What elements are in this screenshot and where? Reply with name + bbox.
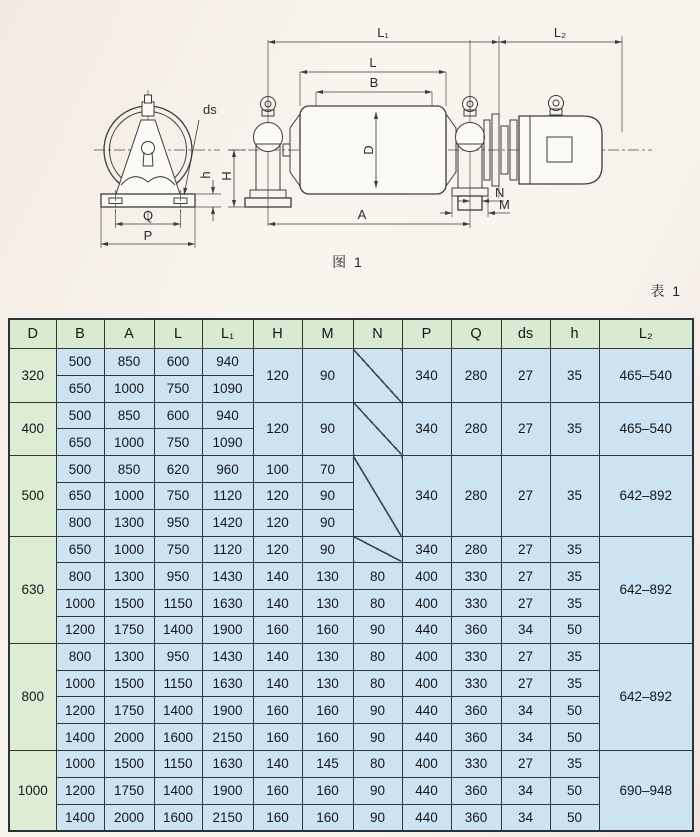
technical-drawing bbox=[0, 0, 700, 250]
value-cell: 1900 bbox=[202, 616, 253, 643]
value-cell: 500 bbox=[56, 349, 104, 376]
table-row bbox=[9, 724, 693, 751]
d-value-cell: 800 bbox=[9, 643, 56, 750]
end-view bbox=[94, 90, 220, 224]
l2-range-cell: 690–948 bbox=[599, 750, 693, 831]
value-cell: 35 bbox=[550, 456, 599, 536]
column-header: A bbox=[104, 319, 154, 349]
value-cell: 340 bbox=[402, 536, 451, 563]
value-cell: 1430 bbox=[202, 563, 253, 590]
value-cell: 1600 bbox=[154, 724, 202, 751]
value-cell: 130 bbox=[302, 670, 353, 697]
value-cell: 850 bbox=[104, 402, 154, 429]
column-header: ds bbox=[501, 319, 550, 349]
value-cell: 35 bbox=[550, 563, 599, 590]
value-cell: 1750 bbox=[104, 777, 154, 804]
value-cell: 360 bbox=[451, 724, 501, 751]
dim-label-m: M bbox=[499, 197, 510, 212]
value-cell: 80 bbox=[353, 590, 402, 617]
value-cell: 500 bbox=[56, 402, 104, 429]
value-cell: 1400 bbox=[56, 804, 104, 831]
value-cell: 1120 bbox=[202, 482, 253, 509]
value-cell: 1400 bbox=[154, 697, 202, 724]
value-cell: 1300 bbox=[104, 509, 154, 536]
value-cell: 90 bbox=[302, 482, 353, 509]
table-row bbox=[9, 750, 693, 777]
value-cell: 1200 bbox=[56, 697, 104, 724]
column-header: P bbox=[402, 319, 451, 349]
value-cell: 1120 bbox=[202, 536, 253, 563]
dim-label-q: Q bbox=[142, 208, 154, 223]
value-cell: 120 bbox=[253, 509, 302, 536]
value-cell: 160 bbox=[253, 777, 302, 804]
column-header: L bbox=[154, 319, 202, 349]
value-cell: 140 bbox=[253, 643, 302, 670]
drive-motor bbox=[519, 96, 602, 185]
dim-label-h-cap: H bbox=[219, 171, 234, 181]
value-cell: 1200 bbox=[56, 616, 104, 643]
empty-slash-cell bbox=[353, 456, 402, 536]
value-cell: 850 bbox=[104, 349, 154, 376]
value-cell: 1200 bbox=[56, 777, 104, 804]
value-cell: 90 bbox=[353, 616, 402, 643]
value-cell: 27 bbox=[501, 590, 550, 617]
header-row bbox=[9, 319, 693, 349]
value-cell: 440 bbox=[402, 777, 451, 804]
value-cell: 940 bbox=[202, 349, 253, 376]
d-value-cell: 400 bbox=[9, 402, 56, 456]
value-cell: 360 bbox=[451, 616, 501, 643]
column-header: L₁ bbox=[202, 319, 253, 349]
value-cell: 160 bbox=[253, 724, 302, 751]
value-cell: 160 bbox=[302, 777, 353, 804]
value-cell: 800 bbox=[56, 643, 104, 670]
value-cell: 160 bbox=[253, 697, 302, 724]
table-row bbox=[9, 456, 693, 483]
value-cell: 650 bbox=[56, 536, 104, 563]
value-cell: 1900 bbox=[202, 777, 253, 804]
column-header: H bbox=[253, 319, 302, 349]
value-cell: 1150 bbox=[154, 750, 202, 777]
dim-label-a: A bbox=[357, 207, 367, 222]
table-row bbox=[9, 777, 693, 804]
value-cell: 400 bbox=[402, 643, 451, 670]
value-cell: 1000 bbox=[104, 536, 154, 563]
value-cell: 440 bbox=[402, 697, 451, 724]
value-cell: 1630 bbox=[202, 590, 253, 617]
value-cell: 330 bbox=[451, 563, 501, 590]
value-cell: 360 bbox=[451, 777, 501, 804]
column-header: B bbox=[56, 319, 104, 349]
value-cell: 1900 bbox=[202, 697, 253, 724]
value-cell: 1000 bbox=[104, 482, 154, 509]
value-cell: 90 bbox=[302, 402, 353, 456]
column-header: N bbox=[353, 319, 402, 349]
dimension-table bbox=[8, 318, 694, 832]
value-cell: 50 bbox=[550, 804, 599, 831]
value-cell: 1300 bbox=[104, 643, 154, 670]
value-cell: 2000 bbox=[104, 724, 154, 751]
value-cell: 27 bbox=[501, 349, 550, 403]
value-cell: 120 bbox=[253, 536, 302, 563]
l2-range-cell: 642–892 bbox=[599, 456, 693, 536]
value-cell: 1400 bbox=[154, 616, 202, 643]
table-row bbox=[9, 563, 693, 590]
value-cell: 950 bbox=[154, 509, 202, 536]
value-cell: 50 bbox=[550, 616, 599, 643]
value-cell: 27 bbox=[501, 402, 550, 456]
value-cell: 34 bbox=[501, 616, 550, 643]
dim-label-p: P bbox=[143, 228, 153, 243]
value-cell: 130 bbox=[302, 643, 353, 670]
value-cell: 50 bbox=[550, 697, 599, 724]
value-cell: 35 bbox=[550, 349, 599, 403]
value-cell: 330 bbox=[451, 643, 501, 670]
value-cell: 35 bbox=[550, 536, 599, 563]
value-cell: 620 bbox=[154, 456, 202, 483]
table-row bbox=[9, 402, 693, 429]
value-cell: 120 bbox=[253, 349, 302, 403]
value-cell: 950 bbox=[154, 563, 202, 590]
value-cell: 130 bbox=[302, 563, 353, 590]
value-cell: 360 bbox=[451, 804, 501, 831]
value-cell: 400 bbox=[402, 670, 451, 697]
value-cell: 340 bbox=[402, 456, 451, 536]
l2-range-cell: 642–892 bbox=[599, 643, 693, 750]
value-cell: 340 bbox=[402, 349, 451, 403]
value-cell: 280 bbox=[451, 456, 501, 536]
value-cell: 650 bbox=[56, 429, 104, 456]
value-cell: 1000 bbox=[56, 750, 104, 777]
value-cell: 2000 bbox=[104, 804, 154, 831]
value-cell: 600 bbox=[154, 402, 202, 429]
value-cell: 27 bbox=[501, 456, 550, 536]
value-cell: 650 bbox=[56, 482, 104, 509]
value-cell: 120 bbox=[253, 482, 302, 509]
d-value-cell: 1000 bbox=[9, 750, 56, 831]
value-cell: 35 bbox=[550, 670, 599, 697]
value-cell: 1000 bbox=[104, 375, 154, 402]
value-cell: 950 bbox=[154, 643, 202, 670]
table-row bbox=[9, 697, 693, 724]
value-cell: 400 bbox=[402, 590, 451, 617]
value-cell: 34 bbox=[501, 697, 550, 724]
value-cell: 90 bbox=[302, 536, 353, 563]
value-cell: 1750 bbox=[104, 616, 154, 643]
value-cell: 160 bbox=[302, 724, 353, 751]
value-cell: 80 bbox=[353, 750, 402, 777]
column-header: M bbox=[302, 319, 353, 349]
table-row bbox=[9, 590, 693, 617]
value-cell: 160 bbox=[302, 804, 353, 831]
value-cell: 280 bbox=[451, 349, 501, 403]
value-cell: 750 bbox=[154, 482, 202, 509]
value-cell: 1150 bbox=[154, 590, 202, 617]
value-cell: 440 bbox=[402, 724, 451, 751]
column-header: D bbox=[9, 319, 56, 349]
dim-label-ds: ds bbox=[203, 102, 217, 117]
value-cell: 140 bbox=[253, 590, 302, 617]
value-cell: 90 bbox=[353, 724, 402, 751]
dim-label-n: N bbox=[495, 185, 505, 200]
value-cell: 1500 bbox=[104, 670, 154, 697]
dim-label-l1: L₁ bbox=[377, 25, 389, 40]
dim-label-l2: L₂ bbox=[553, 25, 567, 40]
value-cell: 27 bbox=[501, 643, 550, 670]
table-body bbox=[9, 349, 693, 832]
l2-range-cell: 465–540 bbox=[599, 349, 693, 403]
value-cell: 35 bbox=[550, 643, 599, 670]
value-cell: 400 bbox=[402, 750, 451, 777]
value-cell: 120 bbox=[253, 402, 302, 456]
side-view bbox=[228, 40, 652, 228]
value-cell: 90 bbox=[353, 777, 402, 804]
value-cell: 750 bbox=[154, 429, 202, 456]
motorized-pulley-figure bbox=[0, 0, 700, 250]
value-cell: 800 bbox=[56, 509, 104, 536]
table-row bbox=[9, 670, 693, 697]
value-cell: 90 bbox=[302, 509, 353, 536]
value-cell: 750 bbox=[154, 375, 202, 402]
value-cell: 340 bbox=[402, 402, 451, 456]
value-cell: 34 bbox=[501, 777, 550, 804]
value-cell: 130 bbox=[302, 590, 353, 617]
value-cell: 1600 bbox=[154, 804, 202, 831]
value-cell: 2150 bbox=[202, 724, 253, 751]
table-caption: 表 1 bbox=[650, 283, 682, 299]
value-cell: 50 bbox=[550, 777, 599, 804]
d-value-cell: 500 bbox=[9, 456, 56, 536]
dim-label-h-small: h bbox=[198, 171, 213, 179]
value-cell: 360 bbox=[451, 697, 501, 724]
value-cell: 400 bbox=[402, 563, 451, 590]
value-cell: 160 bbox=[253, 616, 302, 643]
value-cell: 650 bbox=[56, 375, 104, 402]
table-row bbox=[9, 643, 693, 670]
value-cell: 27 bbox=[501, 563, 550, 590]
column-header: Q bbox=[451, 319, 501, 349]
value-cell: 600 bbox=[154, 349, 202, 376]
value-cell: 1300 bbox=[104, 563, 154, 590]
l2-range-cell: 642–892 bbox=[599, 536, 693, 643]
dim-label-l: L bbox=[369, 55, 377, 70]
value-cell: 1400 bbox=[154, 777, 202, 804]
value-cell: 90 bbox=[353, 804, 402, 831]
value-cell: 90 bbox=[302, 349, 353, 403]
value-cell: 35 bbox=[550, 750, 599, 777]
value-cell: 1000 bbox=[56, 590, 104, 617]
value-cell: 80 bbox=[353, 670, 402, 697]
table-row bbox=[9, 536, 693, 563]
value-cell: 440 bbox=[402, 804, 451, 831]
column-header: h bbox=[550, 319, 599, 349]
table-row bbox=[9, 804, 693, 831]
value-cell: 90 bbox=[353, 697, 402, 724]
value-cell: 100 bbox=[253, 456, 302, 483]
value-cell: 50 bbox=[550, 724, 599, 751]
value-cell: 35 bbox=[550, 402, 599, 456]
value-cell: 850 bbox=[104, 456, 154, 483]
value-cell: 27 bbox=[501, 670, 550, 697]
dim-label-b: B bbox=[369, 75, 379, 90]
figure-caption: 图 1 bbox=[332, 254, 364, 270]
value-cell: 1500 bbox=[104, 750, 154, 777]
value-cell: 35 bbox=[550, 590, 599, 617]
value-cell: 1090 bbox=[202, 375, 253, 402]
value-cell: 140 bbox=[253, 750, 302, 777]
value-cell: 440 bbox=[402, 616, 451, 643]
value-cell: 500 bbox=[56, 456, 104, 483]
value-cell: 330 bbox=[451, 590, 501, 617]
l2-range-cell: 465–540 bbox=[599, 402, 693, 456]
value-cell: 1000 bbox=[56, 670, 104, 697]
value-cell: 1430 bbox=[202, 643, 253, 670]
value-cell: 1630 bbox=[202, 670, 253, 697]
value-cell: 80 bbox=[353, 563, 402, 590]
empty-slash-cell bbox=[353, 402, 402, 456]
table-row bbox=[9, 616, 693, 643]
column-header: L₂ bbox=[599, 319, 693, 349]
value-cell: 27 bbox=[501, 536, 550, 563]
value-cell: 280 bbox=[451, 536, 501, 563]
value-cell: 160 bbox=[302, 697, 353, 724]
value-cell: 34 bbox=[501, 724, 550, 751]
value-cell: 140 bbox=[253, 563, 302, 590]
value-cell: 1150 bbox=[154, 670, 202, 697]
value-cell: 960 bbox=[202, 456, 253, 483]
value-cell: 940 bbox=[202, 402, 253, 429]
value-cell: 160 bbox=[253, 804, 302, 831]
value-cell: 750 bbox=[154, 536, 202, 563]
value-cell: 145 bbox=[302, 750, 353, 777]
value-cell: 1630 bbox=[202, 750, 253, 777]
value-cell: 80 bbox=[353, 643, 402, 670]
value-cell: 1750 bbox=[104, 697, 154, 724]
value-cell: 70 bbox=[302, 456, 353, 483]
d-value-cell: 320 bbox=[9, 349, 56, 403]
value-cell: 330 bbox=[451, 670, 501, 697]
d-value-cell: 630 bbox=[9, 536, 56, 643]
value-cell: 330 bbox=[451, 750, 501, 777]
value-cell: 140 bbox=[253, 670, 302, 697]
dim-label-d: D bbox=[361, 145, 376, 155]
value-cell: 34 bbox=[501, 804, 550, 831]
value-cell: 1420 bbox=[202, 509, 253, 536]
value-cell: 1500 bbox=[104, 590, 154, 617]
value-cell: 160 bbox=[302, 616, 353, 643]
value-cell: 1090 bbox=[202, 429, 253, 456]
value-cell: 800 bbox=[56, 563, 104, 590]
value-cell: 280 bbox=[451, 402, 501, 456]
value-cell: 1000 bbox=[104, 429, 154, 456]
value-cell: 2150 bbox=[202, 804, 253, 831]
value-cell: 27 bbox=[501, 750, 550, 777]
empty-slash-cell bbox=[353, 349, 402, 403]
value-cell: 1400 bbox=[56, 724, 104, 751]
table-row bbox=[9, 349, 693, 376]
empty-slash-cell bbox=[353, 536, 402, 563]
